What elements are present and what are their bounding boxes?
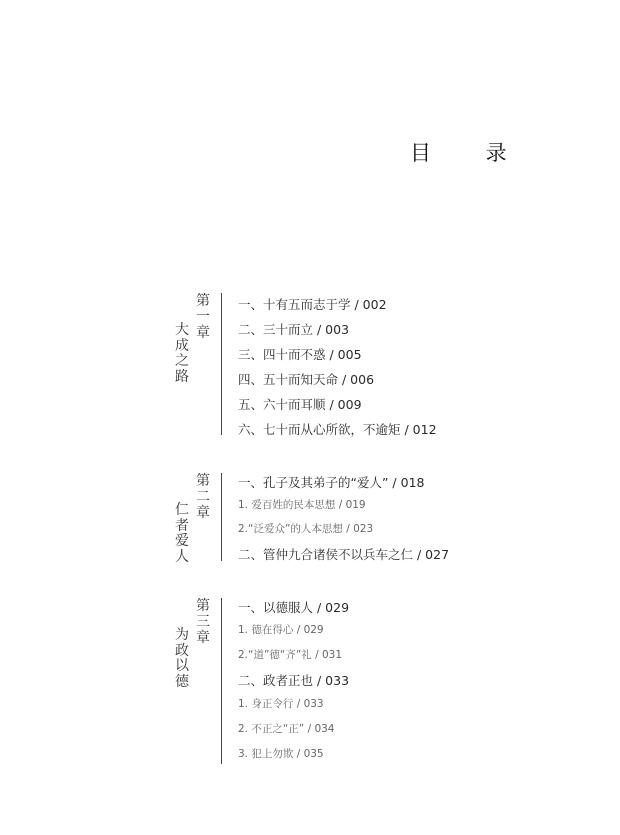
toc-subentry[interactable]: 2.“道”德“齐”礼 / 031 xyxy=(238,649,343,661)
toc-subentry[interactable]: 1. 身正令行 / 033 xyxy=(238,698,324,710)
chapter-number-char: 章 xyxy=(196,505,210,521)
chapter-title-char: 之 xyxy=(175,353,189,369)
chapter-title-char: 者 xyxy=(175,517,189,534)
toc-subentry[interactable]: 1. 德在得心 / 029 xyxy=(238,624,324,636)
chapter-number-char: 第 xyxy=(196,473,210,489)
chapter-divider xyxy=(221,473,222,561)
toc-subentry[interactable]: 3. 犯上勿欺 / 035 xyxy=(238,748,324,760)
chapter-title-char: 路 xyxy=(175,368,189,385)
chapter-number xyxy=(195,598,211,646)
toc-subentry[interactable]: 2.“泛爱众”的人本思想 / 023 xyxy=(238,523,374,535)
chapter-title-char: 为 xyxy=(175,627,189,643)
chapter-number-char: 第 xyxy=(196,598,210,614)
chapter-number-char: 章 xyxy=(196,325,210,341)
chapter-title xyxy=(174,503,190,565)
chapter-title-char: 仁 xyxy=(175,502,189,518)
toc-entry[interactable]: 二、管仲九合诸侯不以兵车之仁 / 027 xyxy=(238,547,450,562)
chapter-divider xyxy=(221,598,222,764)
chapter-divider xyxy=(221,293,222,435)
chapter-number-char: 章 xyxy=(196,630,210,646)
toc-subentry[interactable]: 2. 不正之“正” / 034 xyxy=(238,723,335,735)
chapter-number-char: 二 xyxy=(196,489,210,505)
toc-entry[interactable]: 一、十有五而志于学 / 002 xyxy=(238,297,387,312)
toc-entry[interactable]: 四、五十而知天命 / 006 xyxy=(238,372,375,387)
toc-entry[interactable]: 六、七十而从心所欲，不逾矩 / 012 xyxy=(238,422,437,437)
toc-entry[interactable]: 二、三十而立 / 003 xyxy=(238,322,350,337)
chapter-title-char: 成 xyxy=(175,337,189,354)
chapter-title-char: 政 xyxy=(175,642,189,659)
toc-subentry[interactable]: 1. 爱百姓的民本思想 / 019 xyxy=(238,499,366,511)
chapter-number-char: 一 xyxy=(196,309,210,325)
chapter-title-char: 爱 xyxy=(175,533,189,549)
toc-entry[interactable]: 一、孔子及其弟子的“爱人” / 018 xyxy=(238,475,425,490)
chapter-title-char: 大 xyxy=(175,322,189,338)
chapter-number-char: 第 xyxy=(196,293,210,309)
page-title: 目 录 xyxy=(410,141,531,165)
chapter-title-char: 以 xyxy=(175,658,189,674)
toc-entry[interactable]: 一、以德服人 / 029 xyxy=(238,600,350,615)
chapter-title xyxy=(174,628,190,690)
toc-entry[interactable]: 三、四十而不惑 / 005 xyxy=(238,347,362,362)
toc-entry[interactable]: 二、政者正也 / 033 xyxy=(238,673,350,688)
chapter-title-char: 德 xyxy=(175,673,189,690)
chapter-title-char: 人 xyxy=(175,548,189,565)
chapter-number-char: 三 xyxy=(196,614,210,630)
chapter-title xyxy=(174,323,190,385)
chapter-number xyxy=(195,293,211,341)
toc-entry[interactable]: 五、六十而耳顺 / 009 xyxy=(238,397,362,412)
chapter-number xyxy=(195,473,211,521)
